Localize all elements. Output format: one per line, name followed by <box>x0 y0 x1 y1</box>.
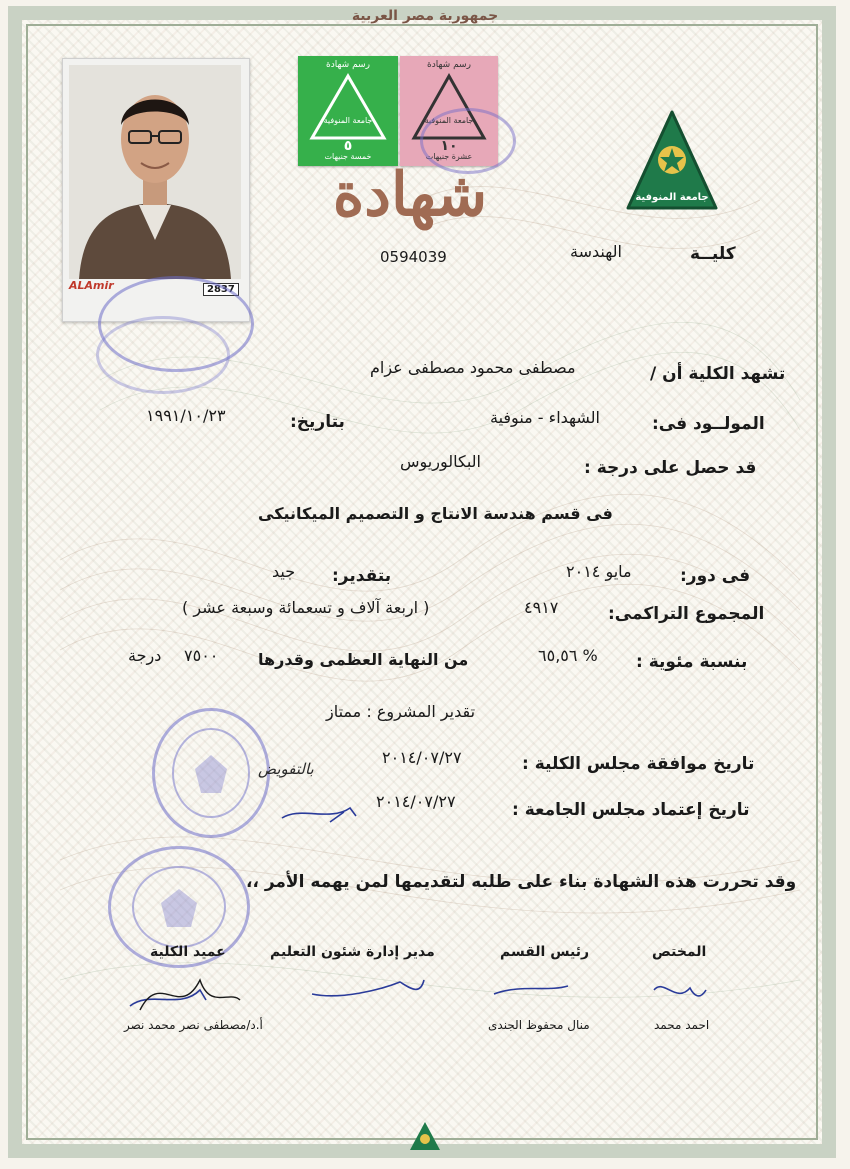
studio-label: ALAmir <box>69 279 114 292</box>
footer-logo-icon <box>408 1120 442 1154</box>
faculty-label: كليــة <box>690 244 736 264</box>
photo-number: 2837 <box>203 283 239 296</box>
serial-number: 0594039 <box>380 248 447 266</box>
sig-name-dean: أ.د/مصطفى نصر محمد نصر <box>124 1018 263 1032</box>
sig-name-specialist: احمد محمد <box>654 1018 710 1032</box>
delegation-note: بالتفويض <box>258 760 314 778</box>
univ-date: ٢٠١٤/٠٧/٢٧ <box>376 792 456 811</box>
council-date: ٢٠١٤/٠٧/٢٧ <box>382 748 462 767</box>
stamp-value: ١٠ <box>440 138 458 154</box>
date-label: بتاريخ: <box>290 412 345 432</box>
republic-header: جمهورية مصر العربية <box>351 8 499 24</box>
degree-label: قد حصل على درجة : <box>584 458 757 478</box>
degree-value: البكالوريوس <box>400 452 481 471</box>
session-value: مايو ٢٠١٤ <box>566 562 632 581</box>
faculty-value: الهندسة <box>570 242 622 261</box>
grade-label: بتقدير: <box>332 566 392 586</box>
total-label: المجموع التراكمى: <box>608 604 765 624</box>
stamp-value-text: خمسة جنيهات <box>324 152 372 161</box>
issued-statement: وقد تحررت هذه الشهادة بناء على طلبه لتقديمها لمن يهمه الأمر ،، <box>246 872 797 892</box>
stamp-fee-label: رسم شهادة <box>326 60 370 70</box>
stamp-univ-label: جامعة المنوفية <box>323 116 373 125</box>
total-words: ( اربعة آلاف و تسعمائة وسبعة عشر ) <box>182 598 430 617</box>
born-place: الشهداء - منوفية <box>490 408 600 427</box>
sig-role-dean: عميد الكلية <box>150 944 226 960</box>
stamp-value-text: عشرة جنيهات <box>425 152 473 161</box>
logo-label: جامعة المنوفية <box>635 192 709 203</box>
percent-value: ٦٥,٥٦ % <box>538 646 598 665</box>
max-label: من النهاية العظمى وقدرها <box>258 650 469 669</box>
sig-role-specialist: المختص <box>652 944 707 960</box>
birth-date: ١٩٩١/١٠/٢٣ <box>146 406 226 425</box>
sig-role-education-director: مدير إدارة شئون التعليم <box>270 944 435 960</box>
project-grade: تقدير المشروع : ممتاز <box>326 702 476 721</box>
session-label: فى دور: <box>680 566 751 586</box>
certificate-title: شهادة <box>332 160 488 230</box>
born-label: المولــود فى: <box>652 414 765 434</box>
percent-label: بنسبة مئوية : <box>636 652 748 672</box>
total-value: ٤٩١٧ <box>524 598 559 617</box>
grade-value: جيد <box>272 562 296 581</box>
stamp-univ-label: جامعة المنوفية <box>424 116 474 125</box>
department: فى قسم هندسة الانتاج و التصميم الميكانيكى <box>258 504 613 523</box>
council-date-label: تاريخ موافقة مجلس الكلية : <box>522 754 755 774</box>
student-name: مصطفى محمود مصطفى عزام <box>370 358 576 377</box>
sig-name-dept-head: منال محفوظ الجندى <box>488 1018 590 1032</box>
certifies-label: تشهد الكلية أن / <box>650 364 786 384</box>
stamp-value: ٥ <box>343 138 353 154</box>
max-unit: درجة <box>128 646 162 665</box>
univ-date-label: تاريخ إعتماد مجلس الجامعة : <box>512 800 750 820</box>
sig-role-dept-head: رئيس القسم <box>500 944 590 960</box>
max-value: ٧٥٠٠ <box>184 646 219 665</box>
stamp-fee-label: رسم شهادة <box>427 60 471 70</box>
